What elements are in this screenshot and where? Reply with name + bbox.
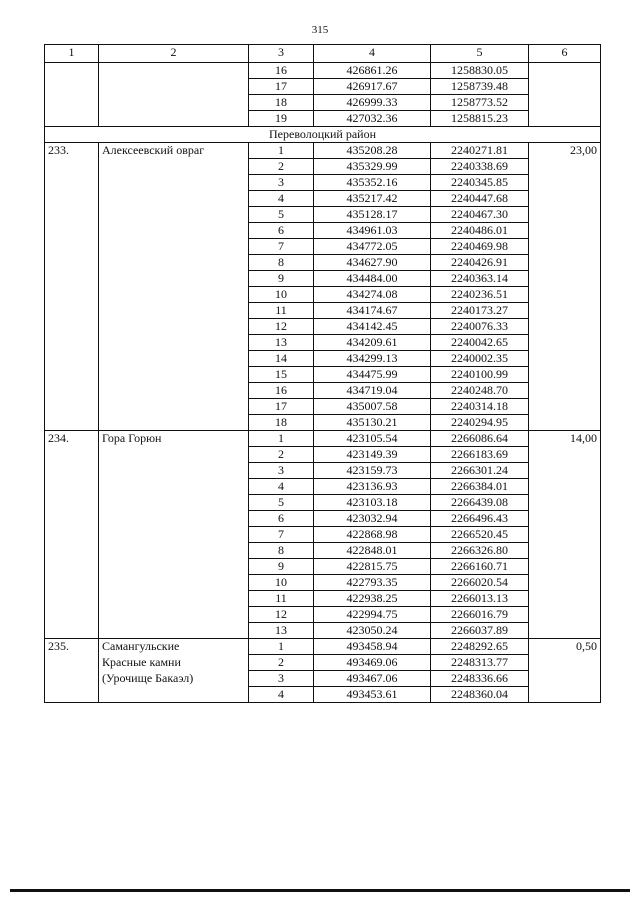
object-name-cell <box>99 175 249 191</box>
object-name-cell <box>99 367 249 383</box>
point-cell: 14 <box>249 351 314 367</box>
table-row <box>45 431 601 447</box>
object-name-cell <box>99 207 249 223</box>
y-coord-cell: 2240076.33 <box>431 319 529 335</box>
table-row <box>45 255 601 271</box>
table-row <box>45 111 601 127</box>
point-cell: 1 <box>249 143 314 159</box>
x-coord-cell: 435329.99 <box>314 159 431 175</box>
object-name-cell: Красные камни <box>99 655 249 671</box>
object-name-cell <box>99 463 249 479</box>
point-cell: 2 <box>249 159 314 175</box>
area-cell <box>529 591 601 607</box>
x-coord-cell: 423149.39 <box>314 447 431 463</box>
y-coord-cell: 2266496.43 <box>431 511 529 527</box>
object-name-cell <box>99 495 249 511</box>
point-cell: 7 <box>249 527 314 543</box>
x-coord-cell: 422994.75 <box>314 607 431 623</box>
point-cell: 16 <box>249 63 314 79</box>
point-cell: 10 <box>249 575 314 591</box>
object-number-cell <box>45 399 99 415</box>
point-cell: 1 <box>249 639 314 655</box>
object-number-cell: 233. <box>45 143 99 159</box>
area-cell <box>529 367 601 383</box>
object-number-cell <box>45 591 99 607</box>
table-row <box>45 495 601 511</box>
x-coord-cell: 434627.90 <box>314 255 431 271</box>
table-row <box>45 559 601 575</box>
table-row <box>45 591 601 607</box>
object-name-cell <box>99 447 249 463</box>
object-name-cell <box>99 511 249 527</box>
header-row <box>45 45 601 63</box>
x-coord-cell: 426861.26 <box>314 63 431 79</box>
table-row <box>45 367 601 383</box>
point-cell: 16 <box>249 383 314 399</box>
y-coord-cell: 2240042.65 <box>431 335 529 351</box>
name-cell <box>99 63 249 79</box>
point-cell: 13 <box>249 623 314 639</box>
table-row <box>45 415 601 431</box>
area-cell <box>529 511 601 527</box>
point-cell: 2 <box>249 655 314 671</box>
object-number-cell <box>45 543 99 559</box>
point-cell: 10 <box>249 287 314 303</box>
y-coord-cell: 1258815.23 <box>431 111 529 127</box>
object-number-cell <box>45 575 99 591</box>
table-row <box>45 79 601 95</box>
area-cell <box>529 527 601 543</box>
area-cell <box>529 95 601 111</box>
table-row <box>45 607 601 623</box>
y-coord-cell: 1258773.52 <box>431 95 529 111</box>
x-coord-cell: 493467.06 <box>314 671 431 687</box>
y-coord-cell: 2266037.89 <box>431 623 529 639</box>
area-cell <box>529 159 601 175</box>
area-cell <box>529 623 601 639</box>
x-coord-cell: 423032.94 <box>314 511 431 527</box>
x-coord-cell: 434719.04 <box>314 383 431 399</box>
point-cell: 5 <box>249 207 314 223</box>
object-name-cell <box>99 479 249 495</box>
point-cell: 12 <box>249 319 314 335</box>
object-number-cell <box>45 479 99 495</box>
x-coord-cell: 423159.73 <box>314 463 431 479</box>
area-cell <box>529 287 601 303</box>
table-row <box>45 383 601 399</box>
x-coord-cell: 434475.99 <box>314 367 431 383</box>
y-coord-cell: 1258830.05 <box>431 63 529 79</box>
table-row <box>45 95 601 111</box>
area-cell <box>529 63 601 79</box>
table-row <box>45 303 601 319</box>
y-coord-cell: 2266301.24 <box>431 463 529 479</box>
y-coord-cell: 2248313.77 <box>431 655 529 671</box>
point-cell: 8 <box>249 255 314 271</box>
point-cell: 2 <box>249 447 314 463</box>
y-coord-cell: 2266016.79 <box>431 607 529 623</box>
area-cell <box>529 207 601 223</box>
object-number-cell <box>45 207 99 223</box>
table-row <box>45 63 601 79</box>
area-cell <box>529 655 601 671</box>
object-number-cell <box>45 671 99 687</box>
y-coord-cell: 2240294.95 <box>431 415 529 431</box>
y-coord-cell: 2240271.81 <box>431 143 529 159</box>
table-row <box>45 191 601 207</box>
point-cell: 6 <box>249 223 314 239</box>
y-coord-cell: 2240338.69 <box>431 159 529 175</box>
area-cell <box>529 559 601 575</box>
area-cell <box>529 575 601 591</box>
district-row <box>45 127 601 143</box>
x-coord-cell: 423103.18 <box>314 495 431 511</box>
table-row <box>45 671 601 687</box>
table-row <box>45 239 601 255</box>
x-coord-cell: 493469.06 <box>314 655 431 671</box>
table-row <box>45 319 601 335</box>
y-coord-cell: 2240469.98 <box>431 239 529 255</box>
x-coord-cell: 422793.35 <box>314 575 431 591</box>
area-cell <box>529 543 601 559</box>
y-coord-cell: 2266020.54 <box>431 575 529 591</box>
area-cell <box>529 335 601 351</box>
name-cell <box>99 95 249 111</box>
table-row <box>45 623 601 639</box>
object-number-cell <box>45 527 99 543</box>
x-coord-cell: 434961.03 <box>314 223 431 239</box>
area-cell <box>529 687 601 703</box>
object-number-cell <box>45 655 99 671</box>
table-row <box>45 479 601 495</box>
area-cell <box>529 271 601 287</box>
object-number-cell <box>45 319 99 335</box>
area-cell <box>529 239 601 255</box>
point-cell: 7 <box>249 239 314 255</box>
object-number-cell <box>45 415 99 431</box>
object-number-cell <box>45 367 99 383</box>
object-number-cell <box>45 223 99 239</box>
area-cell <box>529 495 601 511</box>
y-coord-cell: 2266013.13 <box>431 591 529 607</box>
x-coord-cell: 422848.01 <box>314 543 431 559</box>
object-number-cell <box>45 287 99 303</box>
bottom-rule <box>10 889 630 892</box>
table-row <box>45 687 601 703</box>
point-cell: 9 <box>249 559 314 575</box>
point-cell: 8 <box>249 543 314 559</box>
table-row <box>45 335 601 351</box>
point-cell: 17 <box>249 399 314 415</box>
name-cell <box>99 79 249 95</box>
x-coord-cell: 493453.61 <box>314 687 431 703</box>
area-cell <box>529 479 601 495</box>
object-number-cell <box>45 607 99 623</box>
x-coord-cell: 422868.98 <box>314 527 431 543</box>
table-row <box>45 207 601 223</box>
object-number-cell <box>45 255 99 271</box>
y-coord-cell: 2266326.80 <box>431 543 529 559</box>
x-coord-cell: 427032.36 <box>314 111 431 127</box>
object-name-cell <box>99 543 249 559</box>
number-cell <box>45 79 99 95</box>
object-number-cell <box>45 623 99 639</box>
object-name-cell <box>99 239 249 255</box>
number-cell <box>45 63 99 79</box>
object-name-cell <box>99 351 249 367</box>
y-coord-cell: 2266520.45 <box>431 527 529 543</box>
y-coord-cell: 2248292.65 <box>431 639 529 655</box>
table-row <box>45 351 601 367</box>
table-row <box>45 399 601 415</box>
x-coord-cell: 435130.21 <box>314 415 431 431</box>
y-coord-cell: 2240426.91 <box>431 255 529 271</box>
area-cell <box>529 447 601 463</box>
y-coord-cell: 2240467.30 <box>431 207 529 223</box>
table-row <box>45 511 601 527</box>
object-name-cell <box>99 303 249 319</box>
area-cell <box>529 607 601 623</box>
object-name-cell <box>99 191 249 207</box>
point-cell: 5 <box>249 495 314 511</box>
y-coord-cell: 2240236.51 <box>431 287 529 303</box>
y-coord-cell: 2240002.35 <box>431 351 529 367</box>
point-cell: 4 <box>249 687 314 703</box>
coordinates-table <box>44 44 601 703</box>
header-cell-1: 1 <box>45 45 99 63</box>
area-cell <box>529 111 601 127</box>
district-title: Переволоцкий район <box>45 127 601 143</box>
object-name-cell <box>99 687 249 703</box>
object-number-cell <box>45 175 99 191</box>
area-cell: 14,00 <box>529 431 601 447</box>
table-row <box>45 271 601 287</box>
object-name-cell <box>99 415 249 431</box>
table-row <box>45 575 601 591</box>
object-number-cell <box>45 239 99 255</box>
x-coord-cell: 423105.54 <box>314 431 431 447</box>
y-coord-cell: 2240345.85 <box>431 175 529 191</box>
y-coord-cell: 2266086.64 <box>431 431 529 447</box>
object-name-cell: Самангульские <box>99 639 249 655</box>
x-coord-cell: 435208.28 <box>314 143 431 159</box>
area-cell <box>529 351 601 367</box>
table-row <box>45 159 601 175</box>
name-cell <box>99 111 249 127</box>
object-name-cell <box>99 335 249 351</box>
x-coord-cell: 426917.67 <box>314 79 431 95</box>
point-cell: 4 <box>249 191 314 207</box>
area-cell <box>529 175 601 191</box>
x-coord-cell: 434484.00 <box>314 271 431 287</box>
y-coord-cell: 2240173.27 <box>431 303 529 319</box>
y-coord-cell: 2248336.66 <box>431 671 529 687</box>
y-coord-cell: 2266160.71 <box>431 559 529 575</box>
x-coord-cell: 493458.94 <box>314 639 431 655</box>
object-name-cell <box>99 383 249 399</box>
x-coord-cell: 426999.33 <box>314 95 431 111</box>
header-cell-3: 3 <box>249 45 314 63</box>
area-cell <box>529 79 601 95</box>
y-coord-cell: 2240314.18 <box>431 399 529 415</box>
area-cell <box>529 255 601 271</box>
x-coord-cell: 434174.67 <box>314 303 431 319</box>
object-name-cell <box>99 607 249 623</box>
point-cell: 18 <box>249 415 314 431</box>
header-cell-2: 2 <box>99 45 249 63</box>
y-coord-cell: 2266439.08 <box>431 495 529 511</box>
y-coord-cell: 2248360.04 <box>431 687 529 703</box>
y-coord-cell: 2266183.69 <box>431 447 529 463</box>
object-number-cell <box>45 447 99 463</box>
table-row <box>45 527 601 543</box>
point-cell: 18 <box>249 95 314 111</box>
x-coord-cell: 434142.45 <box>314 319 431 335</box>
y-coord-cell: 2266384.01 <box>431 479 529 495</box>
area-cell <box>529 415 601 431</box>
object-name-cell: Алексеевский овраг <box>99 143 249 159</box>
point-cell: 3 <box>249 463 314 479</box>
object-number-cell <box>45 559 99 575</box>
object-number-cell <box>45 511 99 527</box>
header-cell-5: 5 <box>431 45 529 63</box>
object-number-cell <box>45 159 99 175</box>
x-coord-cell: 435217.42 <box>314 191 431 207</box>
x-coord-cell: 435007.58 <box>314 399 431 415</box>
table-row <box>45 447 601 463</box>
header-cell-6: 6 <box>529 45 601 63</box>
point-cell: 11 <box>249 591 314 607</box>
x-coord-cell: 423050.24 <box>314 623 431 639</box>
point-cell: 11 <box>249 303 314 319</box>
point-cell: 15 <box>249 367 314 383</box>
y-coord-cell: 2240100.99 <box>431 367 529 383</box>
x-coord-cell: 435352.16 <box>314 175 431 191</box>
point-cell: 19 <box>249 111 314 127</box>
point-cell: 12 <box>249 607 314 623</box>
object-number-cell: 234. <box>45 431 99 447</box>
x-coord-cell: 423136.93 <box>314 479 431 495</box>
object-name-cell <box>99 319 249 335</box>
object-number-cell <box>45 351 99 367</box>
point-cell: 3 <box>249 671 314 687</box>
y-coord-cell: 1258739.48 <box>431 79 529 95</box>
x-coord-cell: 434772.05 <box>314 239 431 255</box>
area-cell <box>529 671 601 687</box>
object-name-cell <box>99 591 249 607</box>
y-coord-cell: 2240363.14 <box>431 271 529 287</box>
object-name-cell <box>99 223 249 239</box>
point-cell: 3 <box>249 175 314 191</box>
table-row <box>45 655 601 671</box>
object-number-cell <box>45 495 99 511</box>
table-row <box>45 287 601 303</box>
object-number-cell <box>45 303 99 319</box>
point-cell: 9 <box>249 271 314 287</box>
area-cell <box>529 319 601 335</box>
area-cell <box>529 223 601 239</box>
x-coord-cell: 434209.61 <box>314 335 431 351</box>
point-cell: 1 <box>249 431 314 447</box>
x-coord-cell: 422938.25 <box>314 591 431 607</box>
y-coord-cell: 2240486.01 <box>431 223 529 239</box>
object-name-cell: Гора Горюн <box>99 431 249 447</box>
object-name-cell <box>99 255 249 271</box>
table-row <box>45 175 601 191</box>
object-name-cell <box>99 575 249 591</box>
object-name-cell <box>99 527 249 543</box>
y-coord-cell: 2240248.70 <box>431 383 529 399</box>
object-number-cell: 235. <box>45 639 99 655</box>
x-coord-cell: 435128.17 <box>314 207 431 223</box>
x-coord-cell: 422815.75 <box>314 559 431 575</box>
point-cell: 4 <box>249 479 314 495</box>
number-cell <box>45 111 99 127</box>
area-cell <box>529 383 601 399</box>
area-cell <box>529 191 601 207</box>
area-cell <box>529 463 601 479</box>
object-name-cell <box>99 287 249 303</box>
object-number-cell <box>45 335 99 351</box>
area-cell <box>529 303 601 319</box>
area-cell: 0,50 <box>529 639 601 655</box>
point-cell: 13 <box>249 335 314 351</box>
area-cell: 23,00 <box>529 143 601 159</box>
number-cell <box>45 95 99 111</box>
x-coord-cell: 434299.13 <box>314 351 431 367</box>
object-name-cell <box>99 271 249 287</box>
header-cell-4: 4 <box>314 45 431 63</box>
y-coord-cell: 2240447.68 <box>431 191 529 207</box>
object-name-cell <box>99 559 249 575</box>
table-row <box>45 143 601 159</box>
point-cell: 17 <box>249 79 314 95</box>
area-cell <box>529 399 601 415</box>
object-name-cell <box>99 159 249 175</box>
object-name-cell: (Урочище Бакаэл) <box>99 671 249 687</box>
table-row <box>45 543 601 559</box>
object-number-cell <box>45 191 99 207</box>
table-row <box>45 463 601 479</box>
object-number-cell <box>45 383 99 399</box>
x-coord-cell: 434274.08 <box>314 287 431 303</box>
point-cell: 6 <box>249 511 314 527</box>
object-name-cell <box>99 399 249 415</box>
object-number-cell <box>45 687 99 703</box>
object-number-cell <box>45 271 99 287</box>
page-number: 315 <box>311 24 329 36</box>
table-row <box>45 639 601 655</box>
object-number-cell <box>45 463 99 479</box>
object-name-cell <box>99 623 249 639</box>
table-row <box>45 223 601 239</box>
